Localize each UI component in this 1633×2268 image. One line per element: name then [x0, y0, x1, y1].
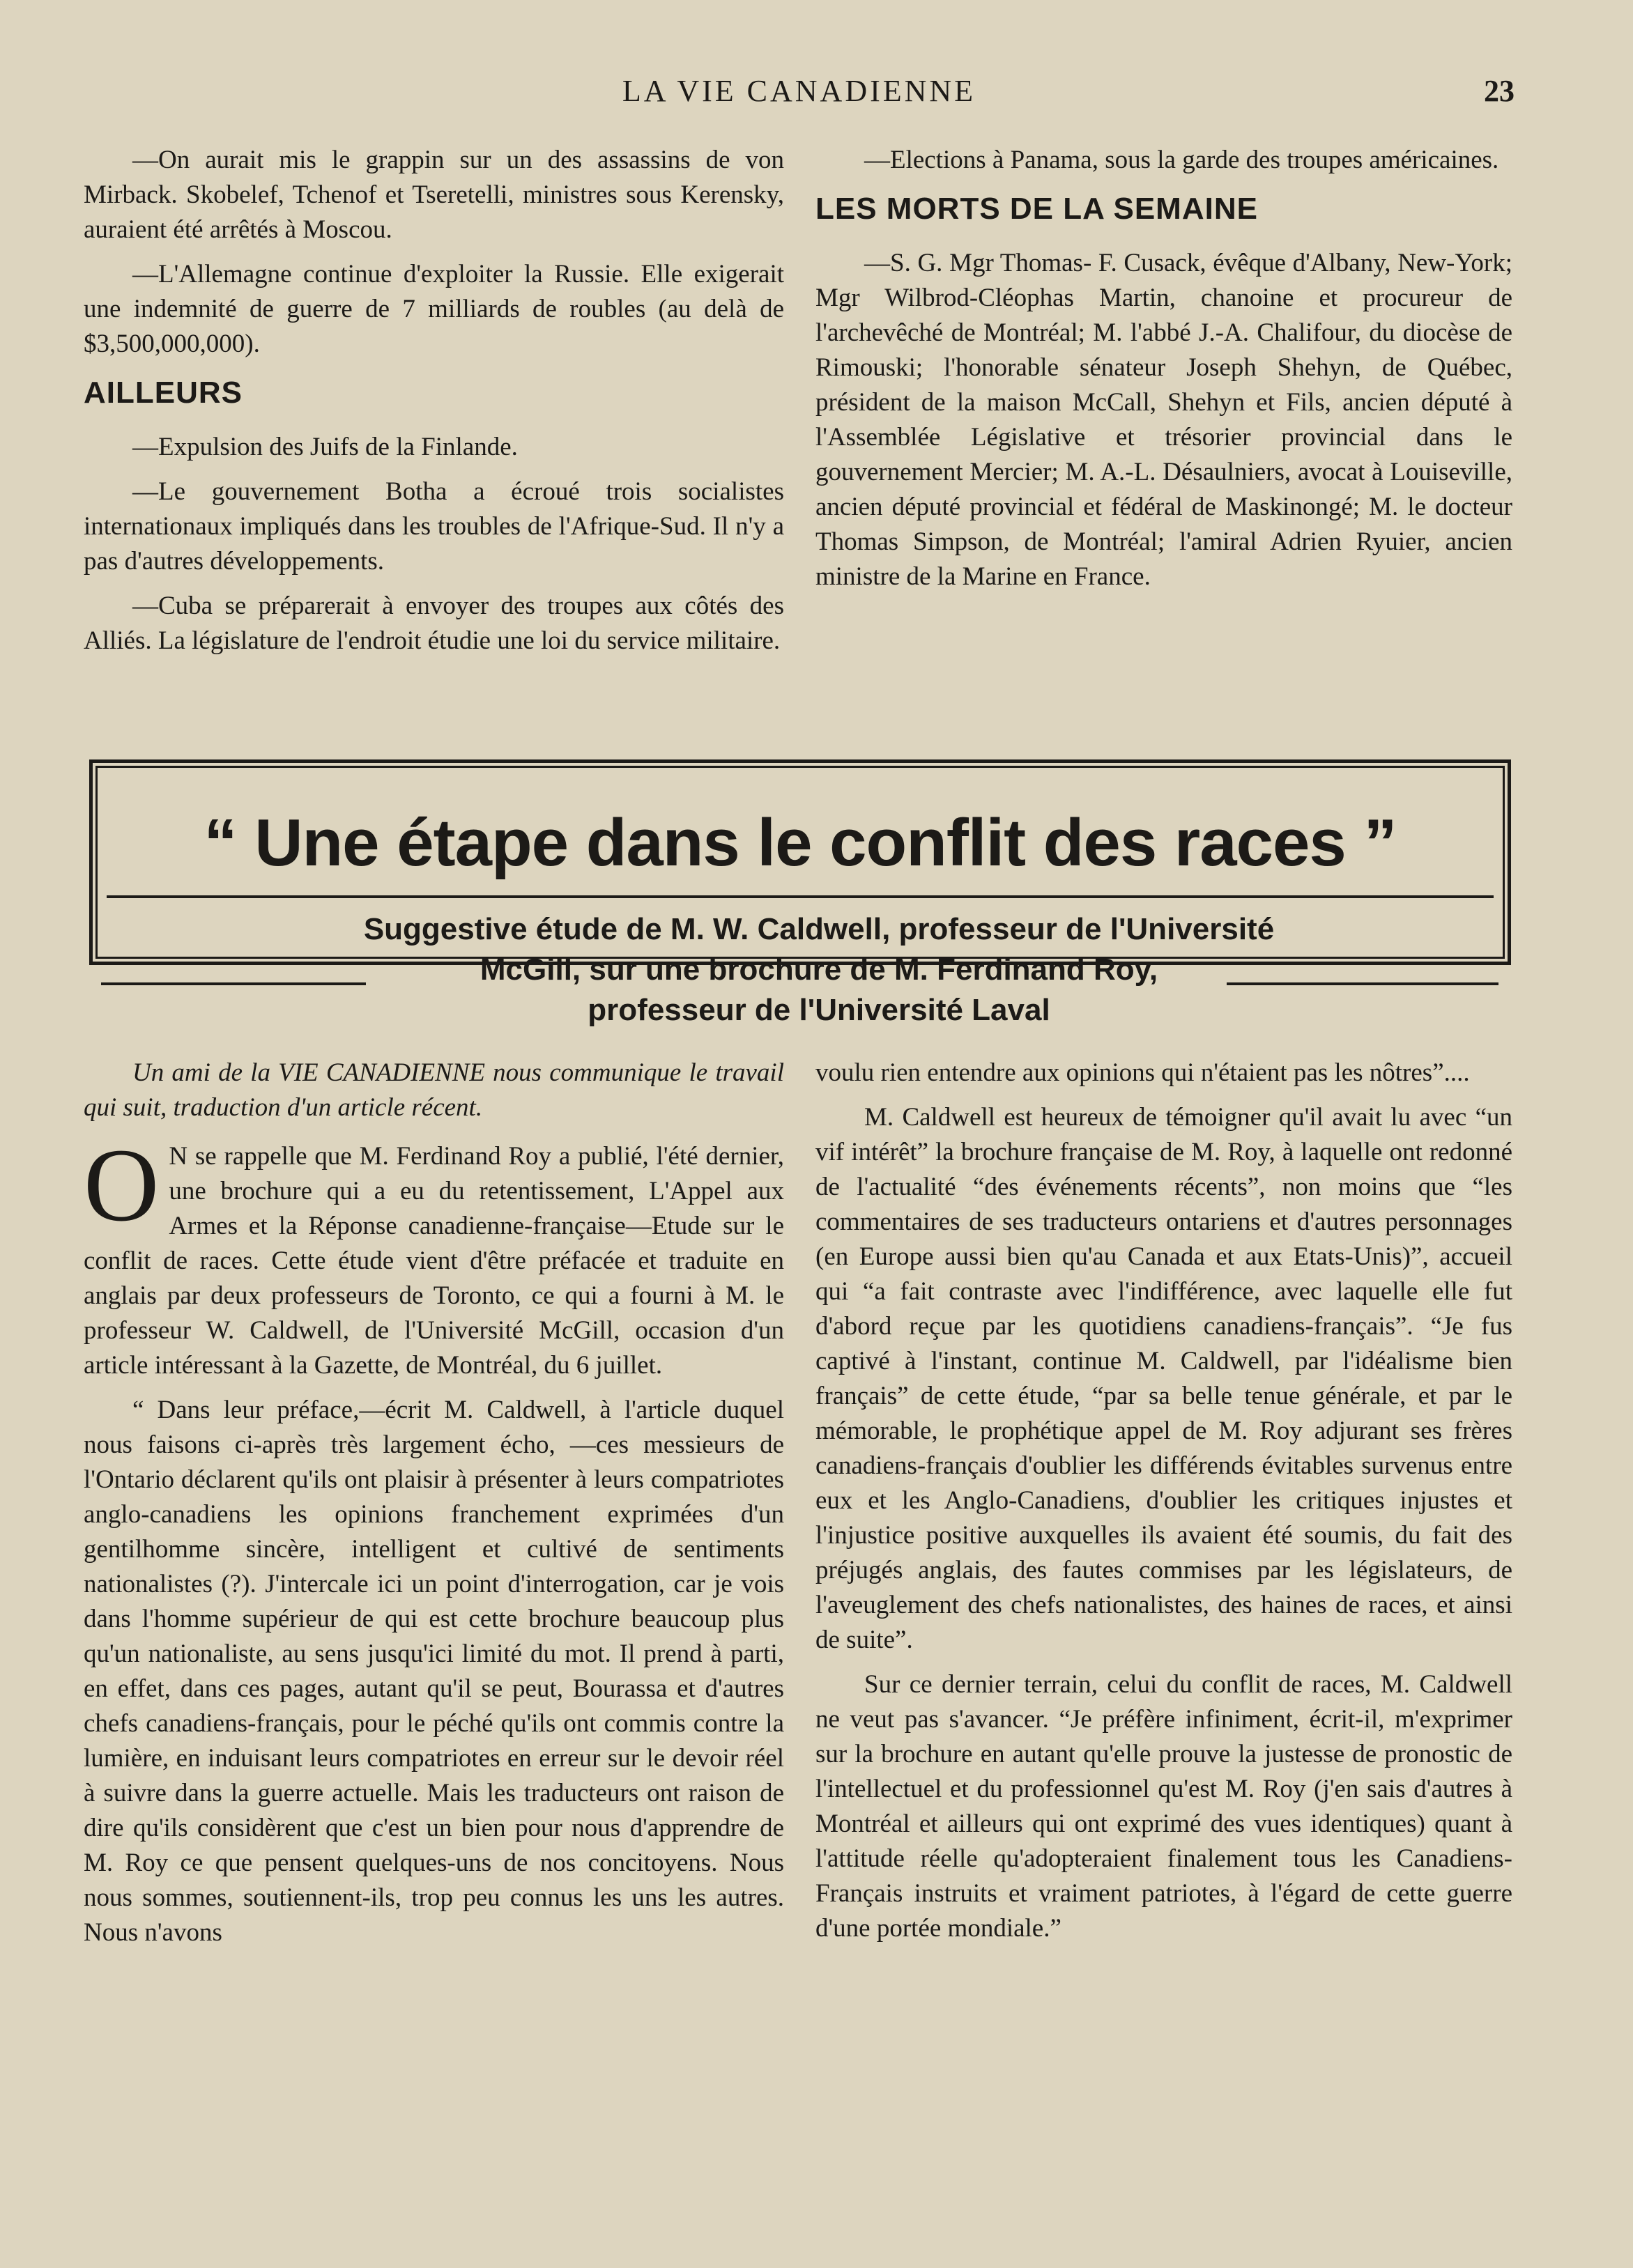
drop-cap: O	[84, 1127, 160, 1243]
top-left-column	[84, 143, 784, 668]
article-paragraph: M. Caldwell est heureux de témoigner qu'il avait lu avec “un vif intérêt” la brochure française de M. Roy, à laquelle ont redonné de l'actualité “des événements récents”, non moins que “les commentaires de ses traducteurs ontariens et d'autres personnages (en Europe aussi bien qu'au Canada et aux Etats-Unis)”, accueil qui “a fait contraste avec l'indifférence, avec laquelle elle fut d'abord reçue par les quotidiens canadiens-français”. “Je fus captivé à l'instant, continue M. Caldwell, par l'idéalisme bien français” de cette étude, “par sa belle tenue générale, et par le mémorable, le prophétique appel de M. Roy adjurant ses frères canadiens-français d'oublier les différends évitables survenus entre eux et les Anglo-Canadiens, d'oublier les critiques injustes et l'injustice positive auxquelles ils avaient été soumis, du fait des préjugés anglais, des fautes commises par les législateurs, de l'aveuglement des chefs nationalistes, des haines de races, et ainsi de suite”.	[815, 1103, 1512, 1654]
article-right-column	[815, 1056, 1512, 1956]
subtitle-line: professeur de l'Université Laval	[588, 993, 1050, 1027]
section-heading-morts: LES MORTS DE LA SEMAINE	[815, 192, 1258, 226]
article-intro: Un ami de la VIE CANADIENNE nous communique le travail qui suit, traduction d'un article récent.	[84, 1058, 784, 1122]
article-paragraph	[84, 1127, 784, 1383]
news-item: —Le gouvernement Botha a écroué trois socialistes internationaux impliqués dans les troubles de l'Afrique-Sud. Il n'y a pas d'autres développements.	[84, 477, 784, 576]
news-item: —Elections à Panama, sous la garde des troupes américaines.	[864, 146, 1499, 174]
masthead: LA VIE CANADIENNE	[622, 74, 976, 108]
page-number: 23	[1484, 74, 1515, 108]
news-item: —Cuba se préparerait à envoyer des troupes aux côtés des Alliés. La législature de l'endroit étudie une loi du service militaire.	[84, 592, 784, 655]
article-paragraph: Sur ce dernier terrain, celui du conflit de races, M. Caldwell ne veut pas s'avancer. “Je préfère infiniment, écrit-il, m'exprimer sur la brochure en autant qu'elle prouve la justesse de pronostic de l'intellectuel et du professionnel qu'est M. Roy (j'en sais d'autres à Montréal et ailleurs qui ont exprimé des vues identiques) quant à l'attitude réelle qu'adopteraient finalement tous les Canadiens-Français instruits et vraiment patriotes, à l'égard de cette guerre d'une portée mondiale.”	[815, 1670, 1512, 1943]
obituary-item: —S. G. Mgr Thomas- F. Cusack, évêque d'Albany, New-York; Mgr Wilbrod-Cléophas Martin, chanoine et procureur de l'archevêché de Montréal; M. l'abbé J.-A. Chalifour, du diocèse de Rimouski; l'honorable sénateur Joseph Shehyn, de Québec, président de la maison McCall, Shehyn et Fils, ancien député à l'Assemblée Législative et trésorier provincial dans le gouvernement Mercier; M. A.-L. Désaulniers, avocat à Louiseville, ancien député provincial et fédéral de Maskinongé; M. le docteur Thomas Simpson, de Montréal; l'amiral Adrien Ryuier, ancien ministre de la Marine en France.	[815, 249, 1512, 591]
running-head	[84, 73, 1515, 115]
news-item: —L'Allemagne continue d'exploiter la Russie. Elle exigerait une indemnité de guerre de 7 milliards de roubles (au delà de $3,500,000,000).	[84, 260, 784, 358]
subtitle-line: Suggestive étude de M. W. Caldwell, professeur de l'Université	[363, 912, 1275, 946]
article-paragraph-text: N se rappelle que M. Ferdinand Roy a publié, l'été dernier, une brochure qui a eu du retentissement, L'Appel aux Armes et la Réponse canadienne-française—Etude sur le conflit de races. Cette étude vient d'être préfacée et traduite en anglais par deux professeurs de Toronto, ce qui a fourni à M. le professeur W. Caldwell, de l'Université McGill, occasion d'un article intéressant à la Gazette, de Montréal, du 6 juillet.	[84, 1142, 784, 1380]
article-subtitle	[167, 909, 1471, 1031]
article-paragraph: “ Dans leur préface,—écrit M. Caldwell, à l'article duquel nous faisons ci-après très largement écho, —ces messieurs de l'Ontario déclarent qu'ils ont plaisir à présenter à leurs compatriotes anglo-canadiens les opinions franchement exprimées d'un gentilhomme sincère, intelligent et cultivé de sentiments nationalistes (?). J'intercale ici un point d'interrogation, car je vois dans l'homme supérieur de qui est cette brochure beaucoup plus qu'un nationaliste, au sens jusqu'ici limité du mot. Il prend à parti, en effet, dans ces pages, autant qu'il se peut, Bourassa et d'autres chefs canadiens-français, pour le péché qu'ils ont commis contre la lumière, en induisant leurs compatriotes en erreur sur le devoir réel à suivre dans la guerre actuelle. Mais les traducteurs ont raison de dire qu'ils considèrent que c'est un bien pour nous d'apprendre de M. Roy ce que pensent quelques-uns de nos concitoyens. Nous nous sommes, soutiennent-ils, trop peu connus les uns les autres. Nous n'avons	[84, 1396, 784, 1947]
news-item: —Expulsion des Juifs de la Finlande.	[132, 433, 518, 461]
article-left-column	[84, 1056, 784, 1960]
article-paragraph: voulu rien entendre aux opinions qui n'étaient pas les nôtres”....	[815, 1058, 1470, 1087]
article-title: “ Une étape dans le conflit des races ”	[204, 805, 1397, 880]
subtitle-line: McGill, sur une brochure de M. Ferdinand Roy,	[480, 952, 1158, 987]
title-rule	[107, 895, 1494, 898]
news-item: —On aurait mis le grappin sur un des assassins de von Mirback. Skobelef, Tchenof et Tseretelli, ministres sous Kerensky, auraient été arrêtés à Moscou.	[84, 146, 784, 244]
section-heading-ailleurs: AILLEURS	[84, 376, 243, 410]
top-right-column	[815, 143, 1512, 604]
